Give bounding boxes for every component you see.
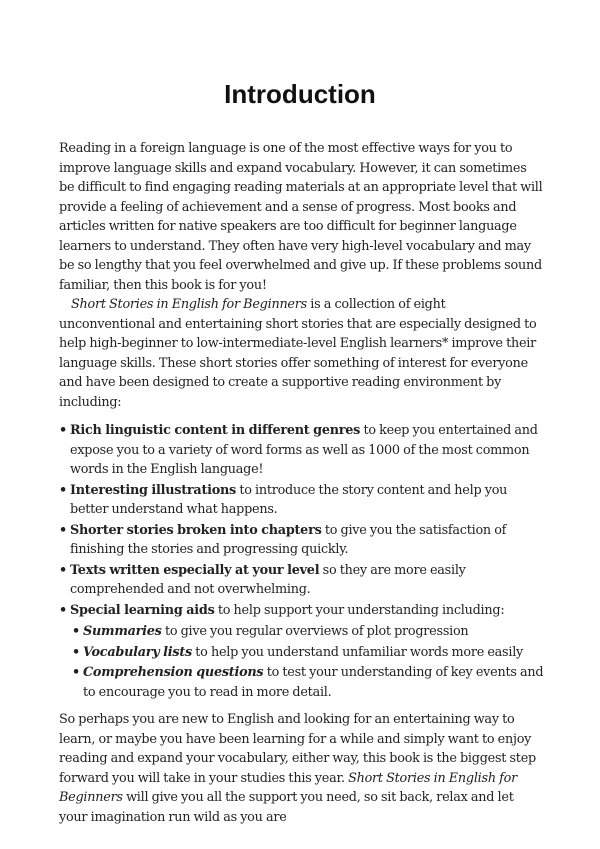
feature-list — [59, 421, 544, 702]
sub-list-item-bold-italic: Vocabulary lists — [83, 644, 192, 660]
sub-list-item-bold-italic: Comprehension questions — [83, 665, 264, 680]
body-text — [59, 139, 544, 827]
sub-list-item — [70, 663, 544, 702]
page-title: Introduction — [224, 79, 376, 109]
list-item-text: to give you the satisfaction of finishing the stories and progressing quickly. — [70, 522, 507, 557]
list-item-bold: Shorter stories broken into chapters — [70, 522, 322, 538]
description-paragraph — [59, 295, 544, 412]
list-item — [59, 481, 544, 520]
closing-text-1: So perhaps you are new to English and looking for an entertaining way to learn, or maybe you have been learning for a while and simply want to enjoy reading and expand your vocabulary, either way, this book is the biggest step forward you will take in your studies this year. — [59, 712, 536, 786]
sub-list-item-text: to help you understand unfamiliar words more easily — [191, 644, 524, 660]
list-item-text: to help support your understanding including: — [214, 602, 505, 618]
learning-aids-sublist — [70, 622, 544, 702]
list-item — [59, 601, 544, 703]
sub-list-item-bold-italic: Summaries — [83, 624, 162, 639]
list-item — [59, 521, 544, 560]
sub-list-item — [70, 643, 544, 663]
closing-text-2: will give you all the support you need, so sit back, relax and let your imagination run wild as you are — [59, 790, 514, 825]
list-item-bold: Rich linguistic content in different genres — [70, 423, 361, 438]
list-item-text: so they are more easily comprehended and not overwhelming. — [70, 562, 466, 597]
intro-paragraph: Reading in a foreign language is one of the most effective ways for you to improve language skills and expand vocabulary. However, it can sometimes be difficult to find engaging reading materials at an appropriate level that will provide a feeling of achievement and a sense of progress. Most books and articles written for native speakers are too difficult for beginner language learners to understand. They often have very high-level vocabulary and may be so lengthy that you feel overwhelmed and give up. If these problems sound familiar, then this book is for you! — [59, 141, 543, 293]
sub-list-item — [70, 622, 544, 642]
list-item-text: to keep you entertained and expose you to a variety of word forms as well as 1000 of the most common words in the English language! — [70, 423, 538, 477]
closing-paragraph — [59, 710, 544, 827]
list-item — [59, 561, 544, 600]
list-item — [59, 421, 544, 480]
book-title-italic: Short Stories in English for Beginners — [71, 297, 307, 312]
list-item-bold: Texts written especially at your level — [70, 562, 320, 578]
closing-book-title-italic: Short Stories in English for Beginners — [59, 770, 517, 805]
sub-list-item-text: to give you regular overviews of plot progression — [161, 624, 469, 639]
list-item-bold: Special learning aids — [70, 602, 215, 618]
sub-list-item-text: to test your understanding of key events and to encourage you to read in more detail. — [83, 665, 544, 700]
list-item-text: to introduce the story content and help you better understand what happens. — [70, 482, 508, 517]
description-text: is a collection of eight unconventional and entertaining short stories that are especially designed to help high-beginner to low-intermediate-level English learners* improve their language skills. These short stories offer something of interest for everyone and have been designed to create a supportive reading environment by including: — [59, 297, 537, 410]
list-item-bold: Interesting illustrations — [70, 482, 237, 498]
